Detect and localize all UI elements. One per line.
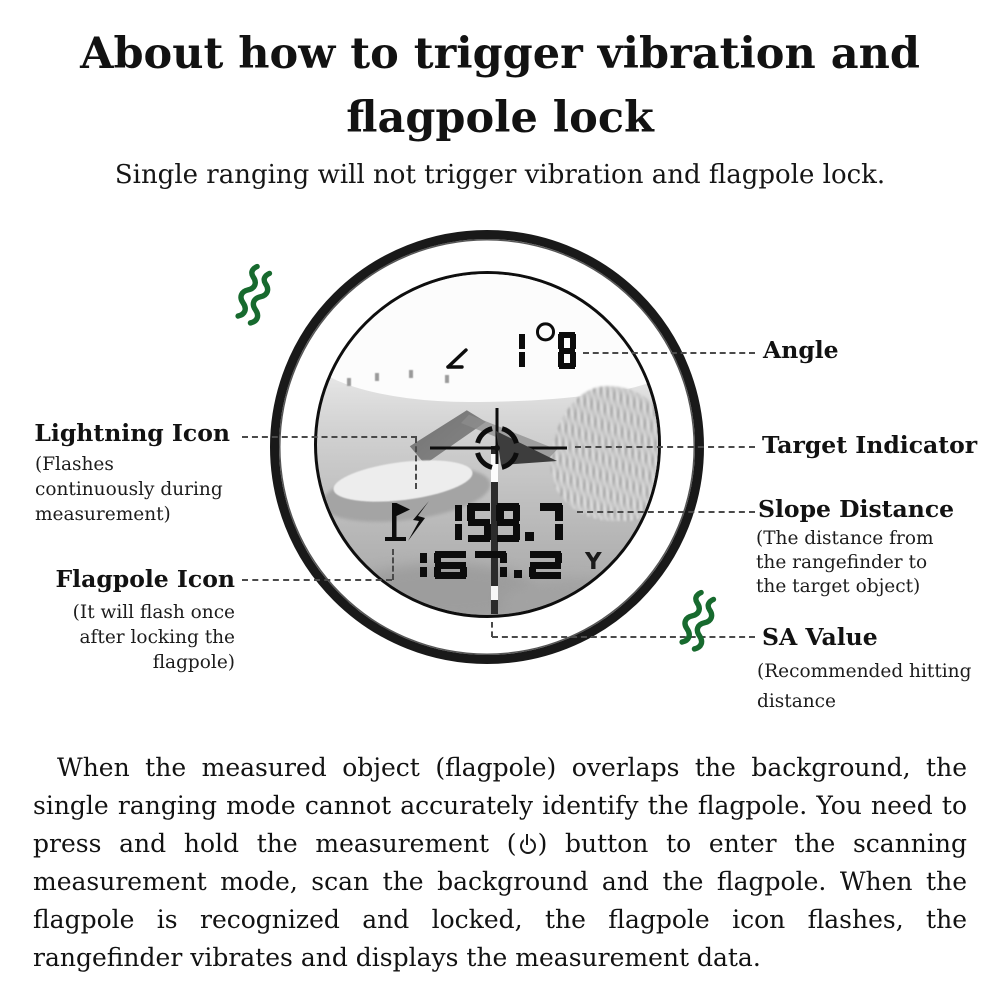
body-paragraph — [33, 749, 967, 977]
connector-angle — [583, 352, 755, 354]
connector-target — [575, 446, 755, 448]
lightning-icon-label: Lightning Icon — [34, 419, 230, 447]
page-title-line1: About how to trigger vibration and — [80, 29, 920, 79]
page-title-line2: flagpole lock — [346, 93, 654, 143]
photo-sky — [314, 274, 661, 402]
lightning-icon — [408, 501, 429, 541]
flagpole-and-lightning-icon — [383, 501, 433, 543]
connector-flagpole — [392, 549, 394, 580]
angle-display — [516, 332, 587, 369]
sa-value-note: (Recommended hitting distance — [757, 661, 972, 712]
photo-tree-speck — [375, 373, 379, 381]
photo-tree-speck — [445, 375, 449, 383]
sa-value-label: SA Value — [762, 623, 878, 651]
photo-texture — [502, 579, 652, 618]
connector-flagpole — [242, 579, 392, 581]
photo-tree-speck — [409, 370, 413, 378]
page-title — [0, 22, 1000, 150]
lightning-icon-note: (Flashes continuously during measurement) — [35, 454, 223, 525]
page-subtitle: Single ranging will not trigger vibration and flagpole lock. — [114, 160, 886, 190]
flagpole-icon-note: (It will flash once after locking the flagpole) — [72, 602, 235, 673]
slope-distance-note: (The distance from the rangefinder to the target object) — [756, 528, 934, 597]
connector-lightning — [242, 436, 417, 438]
sa-value-display — [416, 551, 569, 579]
angle-icon — [445, 346, 471, 372]
angle-label: Angle — [763, 336, 839, 364]
vibration-icon — [672, 581, 745, 663]
target-indicator-reticle — [417, 396, 582, 501]
sa-unit-wrap — [578, 551, 602, 575]
slope-distance-label: Slope Distance — [758, 495, 955, 523]
power-button-icon — [519, 834, 536, 854]
yard-unit-label: Y — [585, 549, 602, 575]
target-indicator-label: Target Indicator — [762, 431, 978, 459]
body-paragraph-part1: When the measured object (flagpole) overlaps the background, the single ranging mode cannot accurately identify the flagpole. You need to press and hold the measurement ( — [33, 753, 967, 858]
connector-slope — [577, 511, 755, 513]
slope-distance-display — [451, 503, 568, 542]
flagpole-icon-label: Flagpole Icon — [55, 565, 235, 593]
vibration-icon — [228, 255, 301, 337]
body-paragraph-part2: ) button to enter the scanning measurement mode, scan the background and the flagpole. When the flagpole is recognized and locked, the flagpole icon flashes, the rangefinder vibrates and displays the measurement data. — [33, 829, 967, 972]
connector-sa — [491, 622, 493, 637]
photo-tree-speck — [347, 378, 351, 386]
